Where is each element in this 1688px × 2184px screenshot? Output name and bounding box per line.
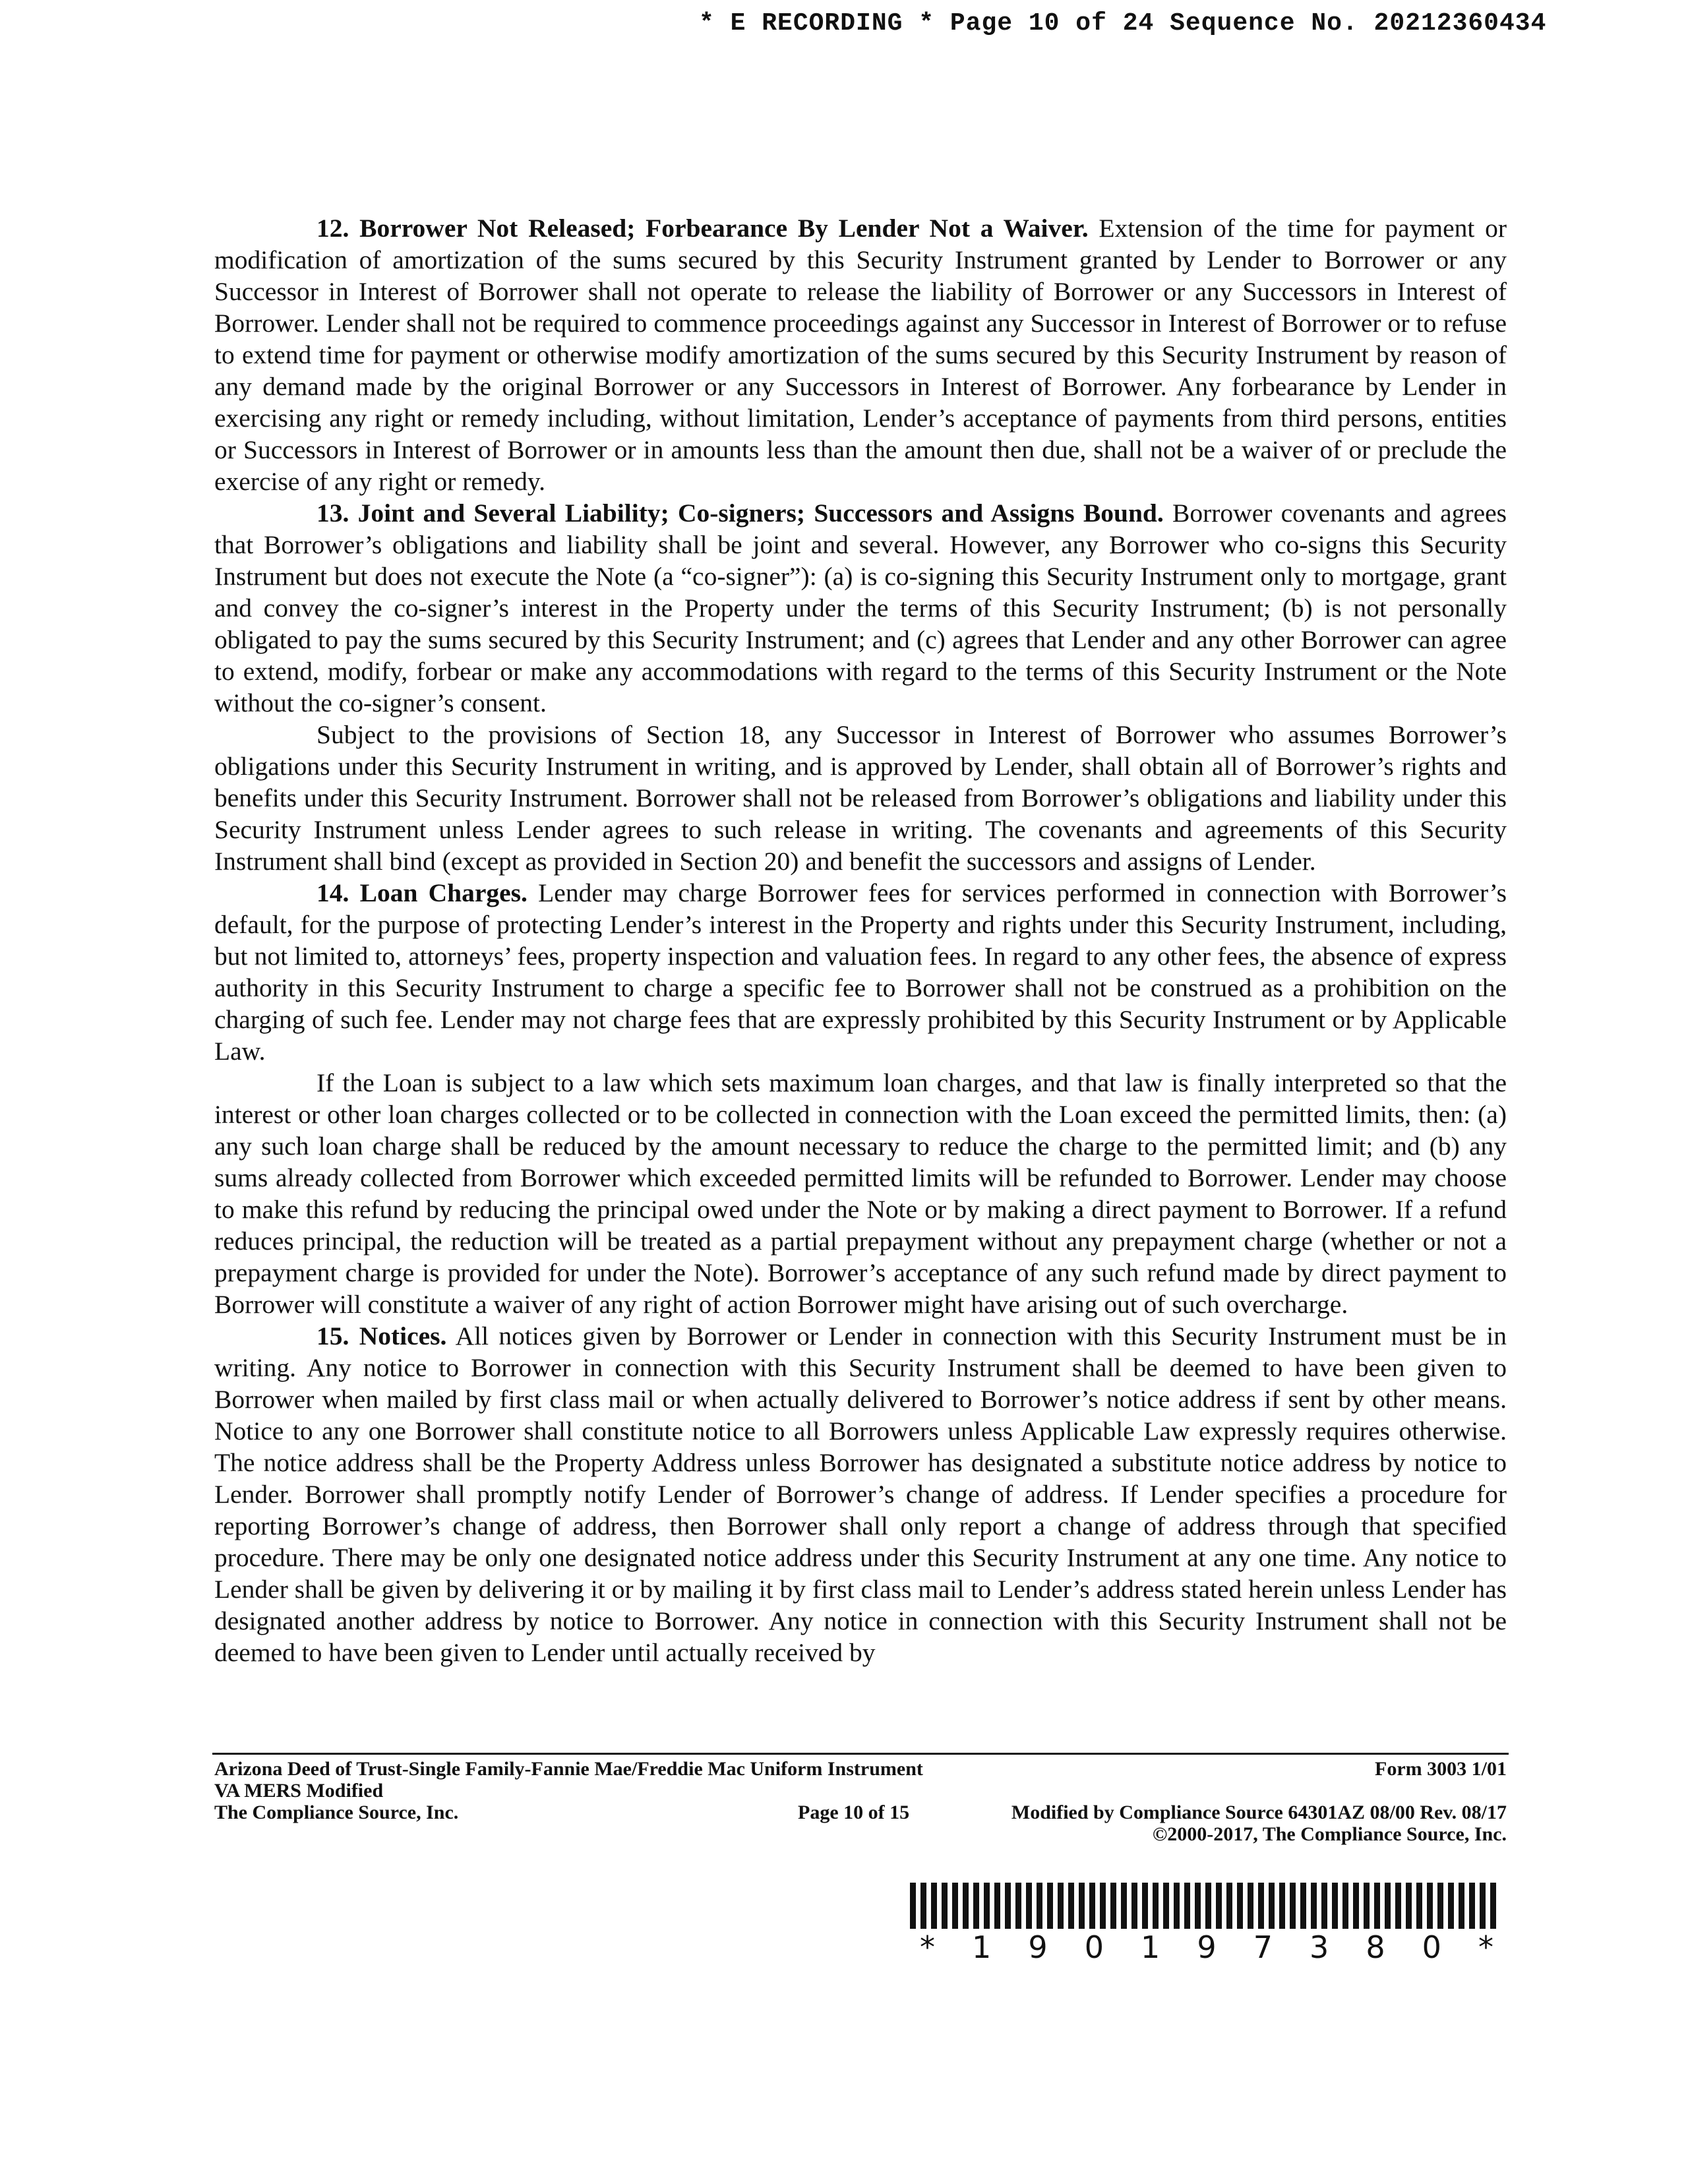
barcode-bar [1321,1883,1327,1929]
section-text: If the Loan is subject to a law which sets maximum loan charges, and that law is finally interpreted so that the interest or other loan charges collected or to be collected in connection with the Loan exceed the permitted limits, then: (a) any such loan charge shall be reduced by the amount necessary to reduce the charge to the permitted limit; and (b) any sums already collected from Borrower which exceeded permitted limits will be refunded to Borrower. Lender may choose to make this refund by reducing the principal owed under the Note or by making a direct payment to Borrower. If a refund reduces principal, the reduction will be treated as a partial prepayment without any prepayment charge (whether or not a prepayment charge is provided for under the Note). Borrower’s acceptance of any such refund made by direct payment to Borrower will constitute a waiver of any right of action Borrower might have arising out of such overcharge. [214,1068,1507,1319]
barcode-bar [1395,1883,1401,1929]
barcode-bar [1459,1883,1464,1929]
section-number: 13. [316,499,349,528]
barcode-bar [1216,1883,1222,1929]
barcode-bar [1237,1883,1243,1929]
section-heading: Joint and Several Liability; Co-signers; Successors and Assigns Bound. [357,499,1164,528]
barcode-bar [984,1883,990,1929]
barcode-bar [1437,1883,1443,1929]
section-number: 15. [316,1321,349,1350]
barcode-bar [1195,1883,1201,1929]
barcode-bar [1226,1883,1232,1929]
barcode-bar [1364,1883,1370,1929]
barcode-bar [1079,1883,1085,1929]
section-heading: Borrower Not Released; Forbearance By Lender Not a Waiver. [359,214,1089,243]
barcode-bar [910,1883,916,1929]
barcode-bar [1110,1883,1116,1929]
barcode-bar [1047,1883,1053,1929]
section-13 [214,497,1507,719]
barcode-bar [1427,1883,1433,1929]
barcode-bar [1131,1883,1137,1929]
section-text: Extension of the time for payment or modification of amortization of the sums secured by this Security Instrument granted by Lender to Borrower or any Successor in Interest of Borrower shall not operate to release the liability of Borrower or any Successors in Interest of Borrower. Lender shall not be required to commence proceedings against any Successor in Interest of Borrower or to refuse to extend time for payment or otherwise modify amortization of the sums secured by this Security Instrument by reason of any demand made by the original Borrower or any Successors in Interest of Borrower. Any forbearance by Lender in exercising any right or remedy including, without limitation, Lender’s acceptance of payments from third persons, entities or Successors in Interest of Borrower or in amounts less than the amount then due, shall not be a waiver of or preclude the exercise of any right or remedy. [214,214,1507,496]
footer-page-number: Page 10 of 15 [798,1802,910,1823]
barcode-bar [931,1883,937,1929]
barcode-bar [1100,1883,1106,1929]
barcode-bar [1332,1883,1338,1929]
barcode-bar [1480,1883,1486,1929]
barcode-bar [994,1883,1000,1929]
recording-stamp: * E RECORDING * Page 10 of 24 Sequence No. 20212360434 [699,9,1547,38]
barcode-bar [1184,1883,1190,1929]
barcode-bar [1342,1883,1348,1929]
barcode-bar [1248,1883,1253,1929]
section-15 [214,1320,1507,1668]
barcode-bar [1205,1883,1211,1929]
barcode-bar [920,1883,926,1929]
barcode-bar [1142,1883,1148,1929]
barcode-bar [1026,1883,1032,1929]
footer-instrument-title: Arizona Deed of Trust-Single Family-Fannie Mae/Freddie Mac Uniform Instrument [214,1758,923,1780]
barcode-bar [1163,1883,1169,1929]
barcode-bar [1269,1883,1275,1929]
barcode-bar [1448,1883,1454,1929]
barcode-char: 9 [1197,1929,1217,1965]
barcode-bar [952,1883,958,1929]
barcode-bar [963,1883,969,1929]
barcode-char: 3 [1310,1929,1329,1965]
section-text: All notices given by Borrower or Lender in connection with this Security Instrument must be in writing. Any notice to Borrower in connection with this Security Instrument shall be deemed to have been given to Borrower when mailed by first class mail or when actually delivered to Borrower’s notice address if sent by other means. Notice to any one Borrower shall constitute notice to all Borrowers unless Applicable Law expressly requires otherwise. The notice address shall be the Property Address unless Borrower has designated a substitute notice address by notice to Lender. Borrower shall promptly notify Lender of Borrower’s change of address. If Lender specifies a procedure for reporting Borrower’s change of address, then Borrower shall only report a change of address through that specified procedure. There may be only one designated notice address under this Security Instrument at any one time. Any notice to Lender shall be given by delivering it or by mailing it by first class mail to Lender’s address stated herein unless Lender has designated another address by notice to Borrower. Any notice in connection with this Security Instrument shall not be deemed to have been given to Lender until actually received by [214,1321,1507,1667]
footer-modified-note: Modified by Compliance Source 64301AZ 08/00 Rev. 08/17 [1011,1802,1507,1823]
barcode-bar [1469,1883,1475,1929]
barcode-bar [1068,1883,1074,1929]
barcode-char: 8 [1366,1929,1385,1965]
barcode-bar [1490,1883,1496,1929]
section-14-continued [214,1067,1507,1320]
barcode-bar [1174,1883,1180,1929]
barcode-bar [1290,1883,1296,1929]
section-heading: Notices. [359,1321,447,1350]
barcode-label [910,1929,1503,1965]
barcode-char: * [920,1929,935,1965]
barcode-bar [1300,1883,1306,1929]
barcode-bar [1279,1883,1285,1929]
footer-variant: VA MERS Modified [214,1780,384,1802]
barcode-char: 1 [1141,1929,1160,1965]
section-text: Subject to the provisions of Section 18, any Successor in Interest of Borrower who assumes Borrower’s obligations under this Security Instrument in writing, and is approved by Lender, shall obtain all of Borrower’s rights and benefits under this Security Instrument. Borrower shall not be released from Borrower’s obligations and liability under this Security Instrument unless Lender agrees to such release in writing. The covenants and agreements of this Security Instrument shall bind (except as provided in Section 20) and benefit the successors and assigns of Lender. [214,720,1507,876]
footer-form-number: Form 3003 1/01 [1375,1758,1507,1780]
barcode-bar [1058,1883,1064,1929]
barcode-char: * [1478,1929,1493,1965]
document-body [214,212,1507,1668]
barcode-bar [1385,1883,1391,1929]
barcode-char: 9 [1028,1929,1048,1965]
section-number: 12. [316,214,349,243]
barcode-bar [1037,1883,1042,1929]
barcode-char: 1 [972,1929,992,1965]
barcode-bar [1406,1883,1412,1929]
barcode-bar [942,1883,948,1929]
barcode-char: 0 [1084,1929,1104,1965]
barcode-bar [1416,1883,1422,1929]
barcode-bar [1153,1883,1159,1929]
barcode-char: 0 [1422,1929,1441,1965]
footer-company: The Compliance Source, Inc. [214,1802,459,1823]
section-text: Lender may charge Borrower fees for services performed in connection with Borrower’s default, for the purpose of protecting Lender’s interest in the Property and rights under this Security Instrument, including, but not limited to, attorneys’ fees, property inspection and valuation fees. In regard to any other fees, the absence of express authority in this Security Instrument to charge a specific fee to Borrower shall not be construed as a prohibition on the charging of such fee. Lender may not charge fees that are expressly prohibited by this Security Instrument or by Applicable Law. [214,878,1507,1066]
footer-divider [212,1753,1509,1755]
barcode-bar [1374,1883,1380,1929]
barcode-bar [1121,1883,1127,1929]
section-14 [214,877,1507,1067]
barcode-bar [973,1883,979,1929]
page-footer [214,1758,1507,1845]
section-text: Borrower covenants and agrees that Borrower’s obligations and liability shall be joint and several. However, any Borrower who co-signs this Security Instrument but does not execute the Note (a “co-signer”): (a) is co-signing this Security Instrument only to mortgage, grant and convey the co-signer’s interest in the Property under the terms of this Security Instrument; (b) is not personally obligated to pay the sums secured by this Security Instrument; and (c) agrees that Lender and any other Borrower can agree to extend, modify, forbear or make any accommodations with regard to the terms of this Security Instrument or the Note without the co-signer’s consent. [214,499,1507,717]
section-12 [214,212,1507,497]
footer-copyright: ©2000-2017, The Compliance Source, Inc. [1152,1823,1507,1845]
barcode-char: 7 [1253,1929,1273,1965]
barcode-bar [1311,1883,1317,1929]
barcode-bar [1015,1883,1021,1929]
section-number: 14. [316,878,349,907]
barcode-bar [1089,1883,1095,1929]
barcode-bar [1258,1883,1264,1929]
section-13-continued [214,719,1507,877]
barcode-bar [1005,1883,1011,1929]
barcode-bar [1353,1883,1359,1929]
section-heading: Loan Charges. [359,878,528,907]
